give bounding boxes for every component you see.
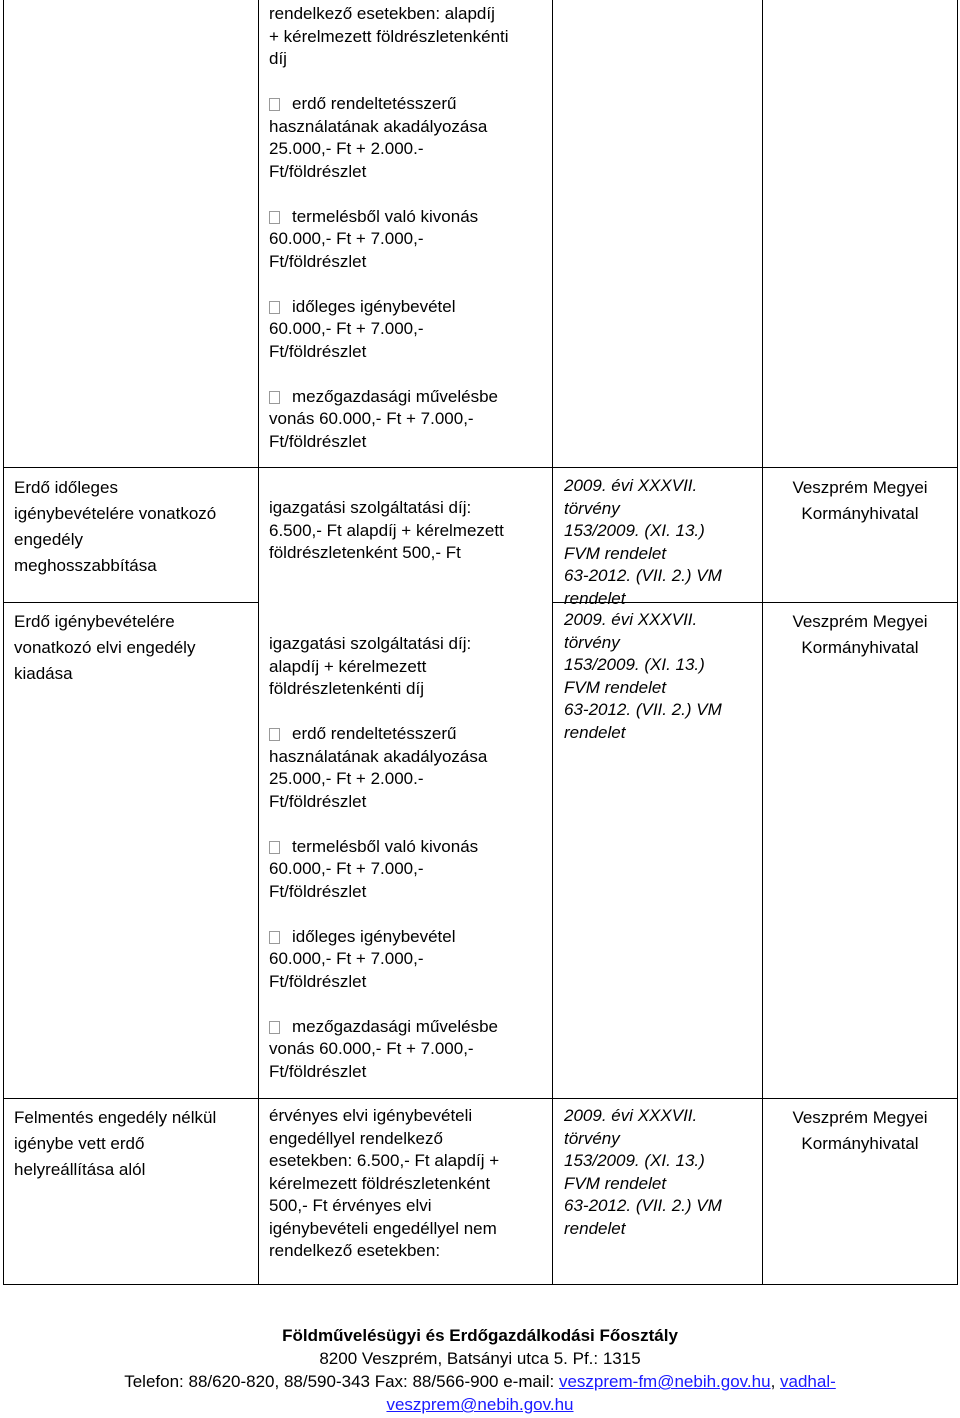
row2-title-line: Erdő igénybevételére bbox=[14, 612, 175, 631]
row1-title-line: engedély bbox=[14, 530, 84, 549]
bullet-icon bbox=[269, 1021, 280, 1034]
top-fee-line: + kérelmezett földrészletenkénti bbox=[269, 26, 509, 46]
authority-name: Kormányhivatal bbox=[801, 638, 919, 657]
top-row-fee-cell bbox=[269, 3, 554, 453]
footer-contact-text: Telefon: 88/620-820, 88/590-343 Fax: 88/566-900 e-mail: bbox=[124, 1372, 559, 1391]
bullet-icon bbox=[269, 931, 280, 944]
row3-fee-line: igénybevételi engedéllyel nem bbox=[269, 1218, 497, 1238]
footer-org-name: Földművelésügyi és Erdőgazdálkodási Főosztály bbox=[282, 1326, 678, 1345]
fee-item-unit: Ft/földrészlet bbox=[269, 971, 367, 991]
law-reference: 2009. évi XXXVII. bbox=[564, 476, 698, 495]
law-reference: törvény bbox=[564, 632, 620, 652]
fee-item bbox=[269, 386, 554, 454]
table-divider-col1 bbox=[258, 0, 259, 1285]
email-link-fm[interactable]: veszprem-fm@nebih.gov.hu bbox=[558, 1372, 771, 1391]
law-reference: 2009. évi XXXVII. bbox=[564, 610, 698, 629]
fee-item-amount: 60.000,- Ft + 7.000,- bbox=[269, 319, 424, 338]
row1-law-cell bbox=[564, 475, 764, 610]
row2-fee-line: földrészletenkénti díj bbox=[269, 679, 424, 698]
row2-fee-line: igazgatási szolgáltatási díj: bbox=[269, 634, 472, 653]
row1-authority-cell bbox=[762, 475, 958, 527]
row1-title-cell bbox=[14, 475, 254, 579]
row1-title-line: igénybevételére vonatkozó bbox=[14, 504, 217, 523]
row3-fee-line: érvényes elvi igénybevételi bbox=[269, 1106, 473, 1125]
law-reference: FVM rendelet bbox=[564, 543, 667, 563]
fee-item-amount: 25.000,- Ft + 2.000.- bbox=[269, 139, 424, 158]
authority-name: Veszprém Megyei bbox=[792, 612, 928, 631]
row3-title-line: Felmentés engedély nélkül bbox=[14, 1108, 217, 1127]
fee-item-amount: 25.000,- Ft + 2.000.- bbox=[269, 769, 424, 788]
row2-fee-cell bbox=[269, 633, 554, 1083]
fee-item bbox=[269, 93, 554, 183]
row2-title-line: kiadása bbox=[14, 664, 73, 683]
law-reference: 63-2012. (VII. 2.) VM bbox=[564, 700, 722, 719]
row3-fee-line: rendelkező esetekben: bbox=[269, 1241, 441, 1260]
law-reference: FVM rendelet bbox=[564, 677, 667, 697]
fee-item-unit: Ft/földrészlet bbox=[269, 1061, 367, 1081]
bullet-icon bbox=[269, 841, 280, 854]
row2-title-line: vonatkozó elvi engedély bbox=[14, 638, 196, 657]
row2-authority-cell bbox=[762, 609, 958, 661]
row1-title-line: Erdő időleges bbox=[14, 478, 118, 497]
authority-name: Veszprém Megyei bbox=[792, 478, 928, 497]
row2-title-cell bbox=[14, 609, 254, 687]
fee-item bbox=[269, 1016, 554, 1084]
fee-item-amount: vonás 60.000,- Ft + 7.000,- bbox=[269, 1039, 474, 1058]
email-link-vadhal-cont[interactable]: veszprem@nebih.gov.hu bbox=[386, 1395, 574, 1414]
table-border-left bbox=[3, 0, 4, 1285]
fee-item-unit: Ft/földrészlet bbox=[269, 161, 367, 181]
row3-fee-line: engedéllyel rendelkező bbox=[269, 1128, 443, 1148]
row3-title-line: helyreállítása alól bbox=[14, 1160, 146, 1179]
law-reference: 63-2012. (VII. 2.) VM bbox=[564, 1196, 722, 1215]
fee-item-unit: Ft/földrészlet bbox=[269, 431, 367, 451]
row-divider-1 bbox=[3, 467, 958, 468]
row-divider-2a bbox=[3, 602, 259, 603]
footer-separator: , bbox=[770, 1372, 781, 1391]
law-reference: törvény bbox=[564, 1128, 620, 1148]
fee-item-amount: 60.000,- Ft + 7.000,- bbox=[269, 859, 424, 878]
bullet-icon bbox=[269, 391, 280, 404]
law-reference: 63-2012. (VII. 2.) VM bbox=[564, 566, 722, 585]
row1-title-line: meghosszabbítása bbox=[14, 556, 157, 575]
fee-item-name: termelésből való kivonás bbox=[292, 206, 479, 226]
law-reference: rendelet bbox=[564, 588, 626, 608]
row2-fee-line: alapdíj + kérelmezett bbox=[269, 656, 427, 676]
fee-item-name: termelésből való kivonás bbox=[292, 836, 479, 856]
law-reference: FVM rendelet bbox=[564, 1173, 667, 1193]
bullet-icon bbox=[269, 211, 280, 224]
table-border-bottom bbox=[3, 1284, 958, 1285]
footer bbox=[0, 1324, 960, 1416]
row1-fee-line: igazgatási szolgáltatási díj: bbox=[269, 498, 472, 517]
law-reference: 2009. évi XXXVII. bbox=[564, 1106, 698, 1125]
footer-address: 8200 Veszprém, Batsányi utca 5. Pf.: 1315 bbox=[319, 1349, 641, 1368]
fee-item-name: erdő rendeltetésszerű bbox=[292, 724, 457, 743]
row3-law-cell bbox=[564, 1105, 764, 1240]
top-fee-line: díj bbox=[269, 49, 287, 68]
fee-item-unit: Ft/földrészlet bbox=[269, 881, 367, 901]
fee-item bbox=[269, 836, 554, 904]
authority-name: Kormányhivatal bbox=[801, 504, 919, 523]
authority-name: Kormányhivatal bbox=[801, 1134, 919, 1153]
footer-contact bbox=[0, 1370, 960, 1393]
fee-item-name-cont: használatának akadályozása bbox=[269, 116, 488, 136]
row2-law-cell bbox=[564, 609, 764, 744]
law-reference: rendelet bbox=[564, 722, 626, 742]
fee-item bbox=[269, 723, 554, 813]
row3-authority-cell bbox=[762, 1105, 958, 1157]
row3-fee-cell bbox=[269, 1105, 554, 1263]
fee-item bbox=[269, 206, 554, 274]
fee-item-unit: Ft/földrészlet bbox=[269, 341, 367, 361]
fee-item-name: időleges igénybevétel bbox=[292, 926, 456, 946]
fee-item bbox=[269, 296, 554, 364]
row3-title-line: igénybe vett erdő bbox=[14, 1134, 145, 1153]
email-link-vadhal[interactable]: vadhal- bbox=[780, 1372, 836, 1391]
row3-fee-line: 500,- Ft érvényes elvi bbox=[269, 1196, 432, 1215]
fee-item-amount: 60.000,- Ft + 7.000,- bbox=[269, 949, 424, 968]
row3-fee-line: esetekben: 6.500,- Ft alapdíj + bbox=[269, 1151, 500, 1170]
bullet-icon bbox=[269, 728, 280, 741]
fee-item-unit: Ft/földrészlet bbox=[269, 251, 367, 271]
bullet-icon bbox=[269, 301, 280, 314]
law-reference: 153/2009. (XI. 13.) bbox=[564, 1151, 705, 1170]
fee-item-amount: 60.000,- Ft + 7.000,- bbox=[269, 229, 424, 248]
fee-item-name: mezőgazdasági művelésbe bbox=[292, 1016, 499, 1036]
row1-fee-line: 6.500,- Ft alapdíj + kérelmezett bbox=[269, 520, 504, 540]
fee-item-name-cont: használatának akadályozása bbox=[269, 746, 488, 766]
row1-fee-cell bbox=[269, 497, 554, 565]
row3-fee-line: kérelmezett földrészletenként bbox=[269, 1173, 491, 1193]
fee-item-name: erdő rendeltetésszerű bbox=[292, 94, 457, 113]
row1-fee-line: földrészletenként 500,- Ft bbox=[269, 543, 461, 562]
law-reference: 153/2009. (XI. 13.) bbox=[564, 655, 705, 674]
law-reference: törvény bbox=[564, 498, 620, 518]
fee-item-name: mezőgazdasági művelésbe bbox=[292, 386, 499, 406]
row-divider-3 bbox=[3, 1098, 958, 1099]
fee-item-unit: Ft/földrészlet bbox=[269, 791, 367, 811]
law-reference: rendelet bbox=[564, 1218, 626, 1238]
bullet-icon bbox=[269, 98, 280, 111]
authority-name: Veszprém Megyei bbox=[792, 1108, 928, 1127]
fee-item-amount: vonás 60.000,- Ft + 7.000,- bbox=[269, 409, 474, 428]
top-fee-line: rendelkező esetekben: alapdíj bbox=[269, 4, 495, 23]
row3-title-cell bbox=[14, 1105, 254, 1183]
fee-item bbox=[269, 926, 554, 994]
fee-item-name: időleges igénybevétel bbox=[292, 296, 456, 316]
law-reference: 153/2009. (XI. 13.) bbox=[564, 521, 705, 540]
